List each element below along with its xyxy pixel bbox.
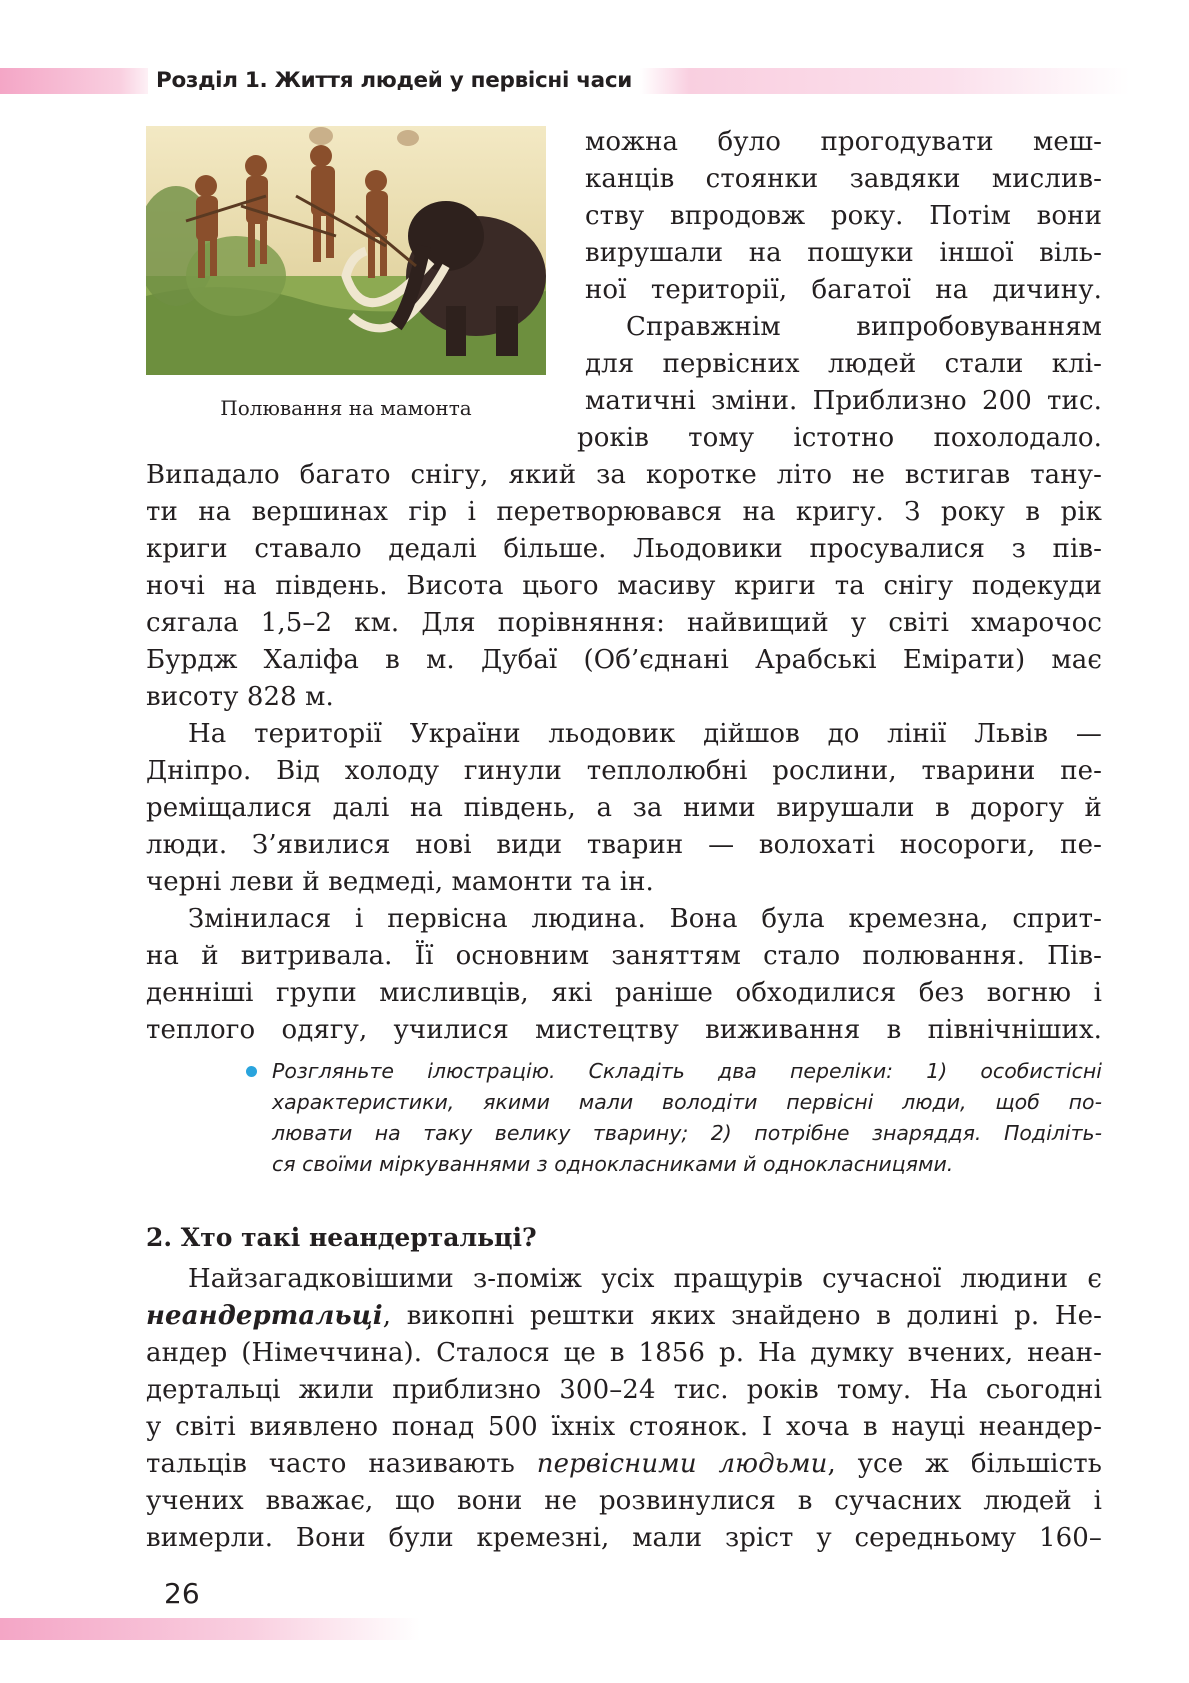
text-line: [146, 1446, 1102, 1482]
section-heading: 2. Хто такі неандертальці?: [146, 1223, 537, 1252]
chapter-title: Розділ 1. Життя людей у первісні часи: [148, 66, 640, 96]
task-bullet-icon: [246, 1066, 257, 1077]
text-line: люди. З’явилися нові види тварин — волохаті носороги, пе-: [146, 830, 1102, 860]
text-line: ти на вершинах гір і перетворювався на кригу. З року в рік: [146, 497, 1102, 527]
text-line: вимерли. Вони були кремезні, мали зріст у середньому 160–: [146, 1523, 1102, 1553]
task-line: ся своїми міркуваннями з однокласниками й однокласницями.: [272, 1152, 954, 1176]
page-number: 26: [164, 1577, 200, 1610]
text-line: денніші групи мисливців, які раніше обходилися без вогню і: [146, 978, 1102, 1008]
text-line: висоту 828 м.: [146, 682, 334, 712]
text-fragment: , усе ж більшість: [827, 1449, 1102, 1479]
task-line: лювати на таку велику тварину; 2) потрібне знаряддя. Поділіть-: [272, 1121, 1102, 1145]
text-line: років тому істотно похолодало.: [577, 423, 1102, 453]
text-line: На території України льодовик дійшов до лінії Львів —: [188, 719, 1102, 749]
text-line: ної території, багатої на дичину.: [585, 275, 1102, 305]
term-neanderthals: неандертальці: [146, 1301, 383, 1331]
text-line: Справжнім випробовуванням: [626, 312, 1102, 342]
text-line: на й витривала. Її основним заняттям стало полювання. Пів-: [146, 941, 1102, 971]
text-line: дертальці жили приблизно 300–24 тис. років тому. На сьогодні: [146, 1375, 1102, 1405]
text-line: андер (Німеччина). Сталося це в 1856 р. На думку вчених, неан-: [146, 1338, 1102, 1368]
text-line: у світі виявлено понад 500 їхніх стоянок. І хоча в науці неандер-: [146, 1412, 1102, 1442]
text-fragment: , викопні рештки яких знайдено в долині р. Не-: [382, 1301, 1102, 1331]
text-fragment: тальців часто називають: [146, 1449, 537, 1479]
text-line: Випадало багато снігу, який за коротке літо не встигав тану-: [146, 460, 1102, 490]
mammoth-hunt-illustration: [146, 126, 546, 375]
text-line: для первісних людей стали клі-: [585, 349, 1102, 379]
text-line: учених вважає, що вони не розвинулися в сучасних людей і: [146, 1486, 1102, 1516]
text-line: реміщалися далі на південь, а за ними вирушали в дорогу й: [146, 793, 1102, 823]
text-line: ночі на південь. Висота цього масиву криги та снігу подекуди: [146, 571, 1102, 601]
text-line: [146, 1298, 1102, 1334]
term-primitive-people: первісними людьми: [536, 1449, 828, 1479]
text-line: теплого одягу, училися мистецтву виживання в північніших.: [146, 1015, 1102, 1045]
text-line: Найзагадковішими з-поміж усіх пращурів сучасної людини є: [188, 1264, 1102, 1294]
text-line: криги ставало дедалі більше. Льодовики просувалися з пів-: [146, 534, 1102, 564]
text-line: Дніпро. Від холоду гинули теплолюбні рослини, тварини пе-: [146, 756, 1102, 786]
text-line: вирушали на пошуки іншої віль-: [585, 238, 1102, 268]
figure-caption: Полювання на мамонта: [220, 396, 472, 420]
footer-decor-band: [0, 1618, 420, 1640]
task-line: Розгляньте ілюстрацію. Складіть два переліки: 1) особистісні: [272, 1059, 1102, 1083]
text-line: можна було прогодувати меш-: [585, 127, 1102, 157]
text-line: канців стоянки завдяки мислив-: [585, 164, 1102, 194]
text-line: Змінилася і первісна людина. Вона була кремезна, сприт-: [188, 904, 1102, 934]
task-line: характеристики, якими мали володіти первісні люди, щоб по-: [272, 1090, 1102, 1114]
text-line: матичні зміни. Приблизно 200 тис.: [585, 386, 1102, 416]
text-line: Бурдж Халіфа в м. Дубаї (Об’єднані Арабські Емірати) має: [146, 645, 1102, 675]
text-line: сягала 1,5–2 км. Для порівняння: найвищий у світі хмарочос: [146, 608, 1102, 638]
text-line: черні леви й ведмеді, мамонти та ін.: [146, 867, 654, 897]
text-line: ству впродовж року. Потім вони: [585, 201, 1102, 231]
